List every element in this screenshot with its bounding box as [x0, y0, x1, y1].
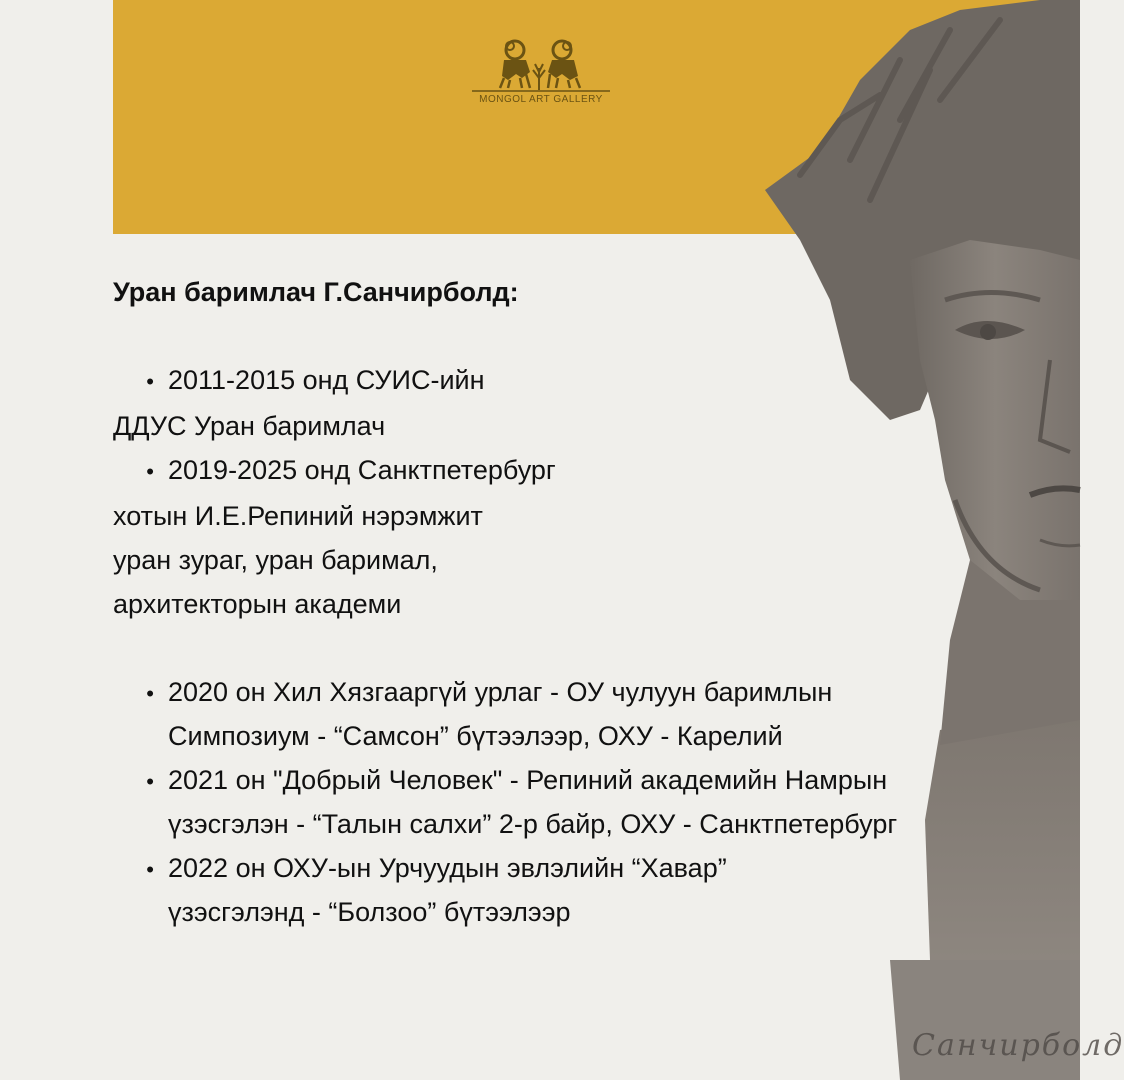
bullet-icon [113, 846, 168, 892]
education-first-line: 2011-2015 онд СУИС-ийн [168, 365, 485, 395]
education-line: архитекторын академи [113, 589, 402, 619]
bullet-icon [113, 758, 168, 804]
bullet-icon [113, 448, 168, 494]
education-line: ДДУС Уран баримлач [113, 411, 386, 441]
biography-content [113, 270, 963, 934]
gallery-logo-text: MONGOL ART GALLERY [479, 94, 603, 105]
achievement-text: 2022 он ОХУ-ын Урчуудын эвлэлийн “Хавар” үзэсгэлэнд - “Болзоо” бүтээлээр [168, 853, 727, 927]
achievement-item [113, 846, 963, 934]
achievement-text: 2020 он Хил Хязгааргүй урлаг - ОУ чулуун баримлын Симпозиум - “Самсон” бүтээлээр, ОХУ - Карелий [168, 677, 833, 751]
bust-signature-text: Санчирболд [912, 1028, 1124, 1063]
achievement-text: 2021 он "Добрый Человек" - Репиний академийн Намрын үзэсгэлэн - “Талын салхи” 2-р байр, ОХУ - Санктпетербург [168, 765, 898, 839]
bullet-icon [113, 358, 168, 404]
achievement-item [113, 758, 963, 846]
achievement-item [113, 670, 963, 758]
education-line: уран зураг, уран баримал, [113, 545, 438, 575]
bullet-icon [113, 670, 168, 716]
education-item [113, 448, 963, 626]
education-item [113, 358, 963, 448]
education-first-line: 2019-2025 онд Санктпетербург [168, 455, 556, 485]
education-line: хотын И.Е.Репиний нэрэмжит [113, 501, 483, 531]
page-title: Уран баримлач Г.Санчирболд: [113, 277, 519, 307]
